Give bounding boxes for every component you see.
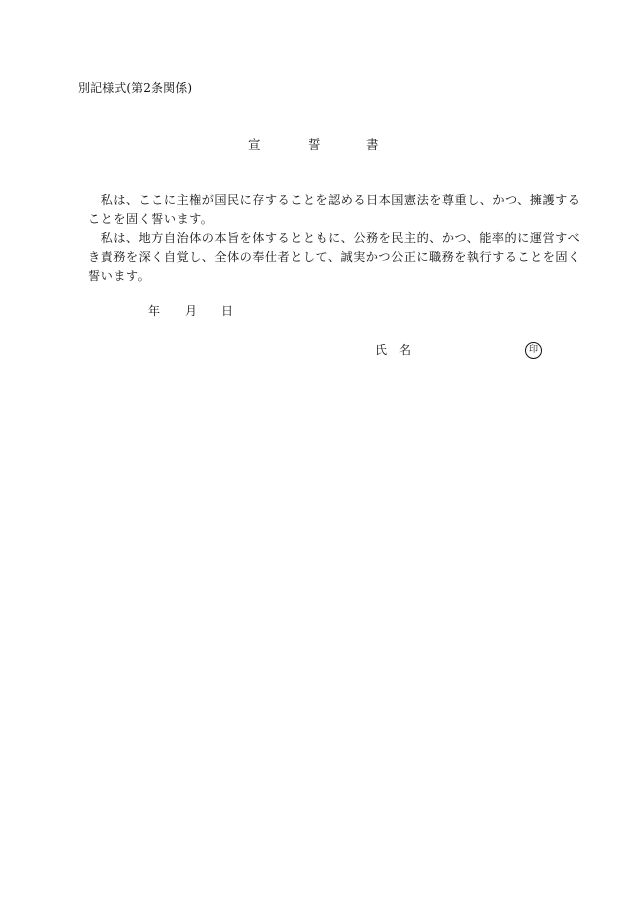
oath-line-1: 私は、ここに主権が国民に存することを認める日本国憲法を尊重し、かつ、擁護する bbox=[88, 193, 581, 207]
title-char-1: 宣 bbox=[248, 137, 261, 152]
date-line bbox=[148, 304, 248, 319]
oath-line-3: 私は、地方自治体の本旨を体するとともに、公務を民主的、かつ、能率的に運営すべ bbox=[88, 231, 581, 245]
date-day-label: 日 bbox=[221, 304, 234, 318]
oath-body bbox=[88, 191, 581, 286]
document-title bbox=[248, 137, 388, 152]
annex-form-label: 別記様式(第2条関係) bbox=[78, 81, 193, 95]
date-month-label: 月 bbox=[185, 304, 198, 318]
name-label: 氏 名 bbox=[375, 343, 412, 357]
signature-line bbox=[375, 342, 545, 360]
title-char-2: 誓 bbox=[308, 137, 321, 152]
date-year-label: 年 bbox=[148, 304, 161, 318]
seal-mark-icon: 印 bbox=[525, 342, 542, 359]
oath-line-5: 誓います。 bbox=[88, 269, 151, 283]
oath-line-2: ことを固く誓います。 bbox=[88, 212, 214, 226]
oath-line-4: き責務を深く自覚し、全体の奉仕者として、誠実かつ公正に職務を執行することを固く bbox=[88, 250, 581, 264]
title-char-3: 書 bbox=[366, 137, 379, 152]
